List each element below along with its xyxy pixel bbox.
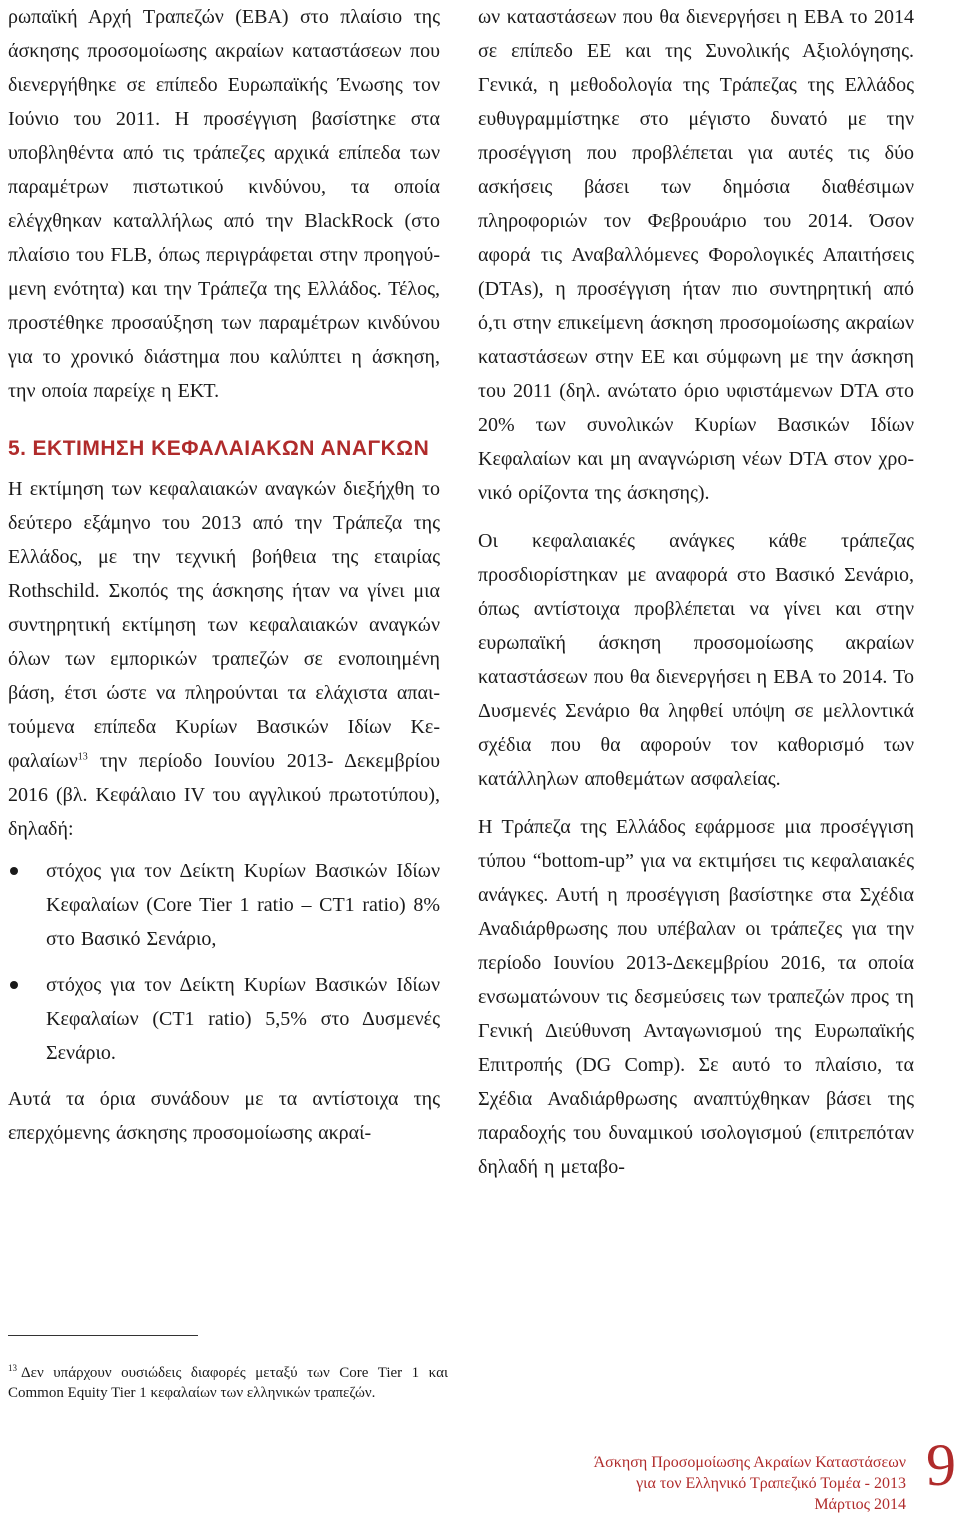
left-paragraph-1: ρωπαϊκή Αρχή Τραπεζών (ΕΒΑ) στο πλαίσιο της άσκησης προσομοίωσης ακραίων καταστάσεων που διενεργήθηκε σε επίπεδο Ευρωπαϊκής Ένωσης τον Ιούνιο του 2011. Η προσέγγιση βασίστηκε στα υποβληθέντα από τις τράπεζες αρχικά επίπεδα των παραμέτρων πιστωτικού κινδύνου, τα οποία ελέγχθηκαν καταλλήλως από την BlackRock (στο πλαίσιο του FLB, όπως περιγράφεται στην προηγούμενη ενότητα) και την Τράπεζα της Ελλάδος. Τέλος, προστέθηκε προσαύξηση των παραμέτρων κινδύνου για το χρονικό διάστημα που καλύπτει η άσκηση, την οποία παρείχε η ΕΚΤ.	[8, 6, 440, 402]
bullet-text: στόχος για τον Δείκτη Κυρίων Βασικών Ιδίων Κεφαλαίων (CT1 ratio) 5,5% στο Δυσμενές Σενάριο.	[46, 974, 440, 1064]
section-number: 5.	[8, 437, 27, 460]
right-paragraph-3: Η Τράπεζα της Ελλάδος εφάρμοσε μια προσέγγιση τύπου “bottom-up” για να εκτιμήσει τις κεφαλαιακές ανάγκες. Αυτή η προσέγγιση βασίστηκε στα Σχέδια Αναδιάρθρωσης που υπέβαλαν οι τράπεζες για την περίοδο Ιουνίου 2013-Δεκεμβρίου 2016, τα οποία ενσωματώνουν τις δεσμεύσεις των τραπεζών προς τη Γενική Διεύθυνση Ανταγωνισμού της Ευρωπαϊκής Επιτροπής (DG Comp). Σε αυτό το πλαίσιο, τα Σχέδια Αναδιάρθρωσης αναπτύχθηκαν βάσει της παραδοχής του δυναμικού ισολογισμού (επιτρεπόταν δηλαδή η μεταβο-	[478, 816, 914, 1178]
right-paragraph-1: ων καταστάσεων που θα διενεργήσει η ΕΒΑ το 2014 σε επίπεδο ΕΕ και της Συνολικής Αξιολόγησης. Γενικά, η μεθοδολογία της Τράπεζας της Ελλάδος ευθυγραμμίστηκε στο μέγιστο δυνατό με την προσέγγιση που προβλέπεται για αυτές τις δύο ασκήσεις βάσει των δημόσια διαθέσιμων πληροφοριών τον Φεβρουάριο του 2014. Όσον αφορά τις Αναβαλλόμενες Φορολογικές Απαιτήσεις (DTAs), η προσέγγιση ήταν πιο συντηρητική από ό,τι στην επικείμενη άσκηση προσομοίωσης ακραίων καταστάσεων στην ΕΕ και σύμφωνη με την άσκηση του 2011 (δηλ. ανώτατο όριο υφιστάμενων DTA στο 20% των συνολικών Κυρίων Βασικών Ιδίων Κεφαλαίων και μη αναγνώριση νέων DTA στον χρονικό ορίζοντα της άσκησης).	[478, 6, 914, 504]
left-paragraph-2	[8, 472, 440, 846]
right-paragraph-2: Οι κεφαλαιακές ανάγκες κάθε τράπεζας προσδιορίστηκαν με αναφορά στο Βασικό Σενάριο, όπως αντίστοιχα προβλέπεται να γίνει και στην ευρωπαϊκή άσκηση προσομοίωσης ακραίων καταστάσεων που θα διενεργήσει η ΕΒΑ το 2014. Το Δυσμενές Σενάριο θα ληφθεί υπόψη σε μελλοντικά σχέδια που θα αφορούν τον καθορισμό των κατάλληλων αποθεμάτων ασφαλείας.	[478, 530, 914, 790]
list-item	[8, 854, 440, 956]
page-footer	[594, 1452, 906, 1515]
bullet-list	[8, 854, 440, 1070]
bullet-text: στόχος για τον Δείκτη Κυρίων Βασικών Ιδίων Κεφαλαίων (Core Tier 1 ratio – CT1 ratio) 8% στο Βασικό Σενάριο,	[46, 860, 440, 950]
footer-title-line-2: για τον Ελληνικό Τραπεζικό Τομέα - 2013	[636, 1475, 906, 1492]
footnote-divider	[8, 1335, 198, 1336]
bullet-icon	[10, 867, 18, 875]
footnote-number: 13	[8, 1363, 17, 1373]
footnote-reference: 13	[77, 751, 88, 763]
left-column	[8, 0, 440, 1150]
right-column	[478, 0, 914, 1184]
page-number: 9	[926, 1432, 956, 1498]
section-title: ΕΚΤΙΜΗΣΗ ΚΕΦΑΛΑΙΑΚΩΝ ΑΝΑΓΚΩΝ	[32, 437, 430, 460]
section-heading	[8, 434, 440, 464]
footnote	[8, 1363, 448, 1403]
left-paragraph-3: Αυτά τα όρια συνάδουν με τα αντίστοιχα της επερχόμενης άσκησης προσομοίωσης ακραί-	[8, 1088, 440, 1144]
left-paragraph-2-lead: Η εκτίμηση των κεφαλαιακών αναγκών διεξήχθη το δεύτερο εξάμηνο του 2013 από την Τράπεζα της Ελλάδος, με την τεχνική βοήθεια της εταιρίας Rothschild. Σκοπός της άσκησης ήταν να γίνει μια συντηρητική εκτίμηση των κεφαλαιακών αναγκών όλων των εμπορικών τραπεζών σε ενοποιημένη βάση, έτσι ώστε να πληρούνται τα ελάχιστα απαιτούμενα επίπεδα Κυρίων Βασικών Ιδίων Κεφαλαίων	[8, 478, 440, 772]
footer-date: Μάρτιος 2014	[814, 1496, 906, 1513]
footnote-text: Δεν υπάρχουν ουσιώδεις διαφορές μεταξύ των Core Tier 1 και Common Equity Tier 1 κεφαλαίων των ελληνικών τραπεζών.	[8, 1365, 448, 1401]
left-paragraph-2-tail: την περίοδο Ιουνίου 2013- Δεκεμβρίου 2016 (βλ. Κεφάλαιο IV του αγγλικού πρωτοτύπου), δηλαδή:	[8, 750, 440, 840]
bullet-icon	[10, 981, 18, 989]
list-item	[8, 968, 440, 1070]
footer-title-line-1: Άσκηση Προσομοίωσης Ακραίων Καταστάσεων	[593, 1454, 906, 1471]
